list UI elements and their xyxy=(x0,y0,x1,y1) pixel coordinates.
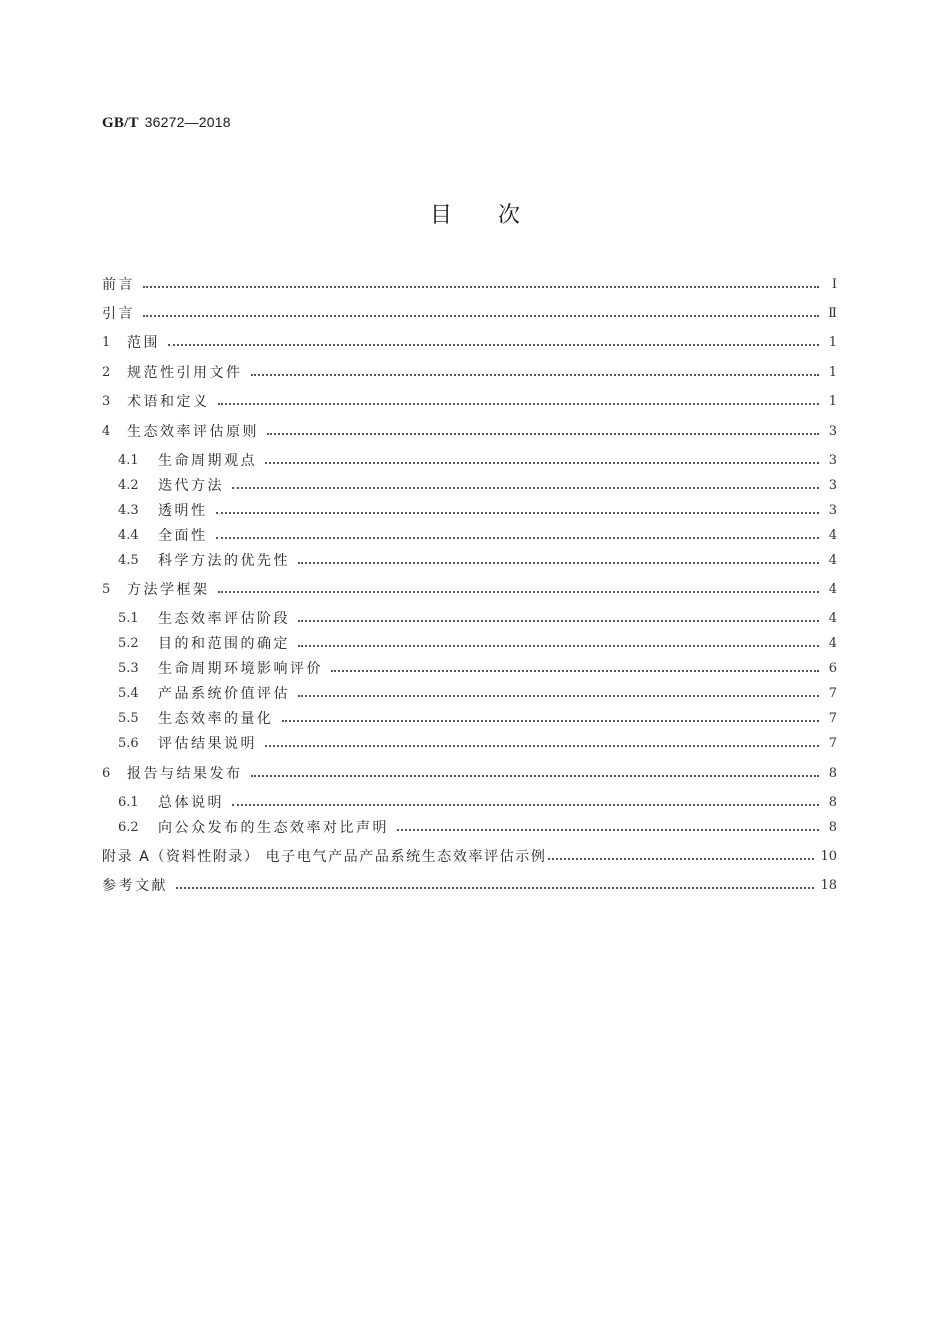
dot-leader xyxy=(265,460,819,464)
dot-leader xyxy=(218,589,820,593)
dot-leader xyxy=(548,856,814,860)
toc-title-char-2: 次 xyxy=(498,203,521,228)
toc-entry-6-2[interactable] xyxy=(118,816,837,838)
entry-label: 目的和范围的确定 xyxy=(158,636,290,652)
entry-label: 科学方法的优先性 xyxy=(158,553,290,569)
entry-page: Ⅱ xyxy=(828,305,837,321)
entry-number: 4 xyxy=(102,423,111,439)
entry-number: 5.5 xyxy=(118,710,139,726)
dot-leader xyxy=(216,535,820,539)
entry-label: 报告与结果发布 xyxy=(127,766,243,782)
dot-leader xyxy=(298,618,819,622)
entry-number: 2 xyxy=(102,364,111,380)
entry-number: 4.3 xyxy=(118,502,139,518)
entry-label: 范围 xyxy=(127,335,160,351)
entry-page: 3 xyxy=(828,452,837,468)
entry-page: 1 xyxy=(828,393,837,409)
toc-entry-introduction[interactable] xyxy=(102,302,837,324)
toc-entry-4-5[interactable] xyxy=(118,549,837,571)
entry-page: 3 xyxy=(828,502,837,518)
dot-leader xyxy=(251,773,820,777)
entry-label: 迭代方法 xyxy=(158,478,224,494)
entry-page: 3 xyxy=(828,423,837,439)
entry-page: 8 xyxy=(828,765,837,781)
entry-page: 4 xyxy=(828,552,837,568)
toc-entry-4-1[interactable] xyxy=(118,449,837,471)
entry-label: 前言 xyxy=(102,277,135,293)
entry-label: 全面性 xyxy=(158,528,208,544)
entry-number: 1 xyxy=(102,334,111,350)
entry-number: 6.2 xyxy=(118,819,139,835)
entry-number: 5.1 xyxy=(118,610,139,626)
entry-label: 引言 xyxy=(102,306,135,322)
entry-page: 7 xyxy=(828,710,837,726)
dot-leader xyxy=(298,693,819,697)
dot-leader xyxy=(298,643,819,647)
entry-number: 5.3 xyxy=(118,660,139,676)
toc-entry-5-5[interactable] xyxy=(118,707,837,729)
toc-entry-4-4[interactable] xyxy=(118,524,837,546)
dot-leader xyxy=(267,431,819,435)
entry-number: 5.6 xyxy=(118,735,139,751)
entry-page: 18 xyxy=(820,877,837,893)
toc-entry-1[interactable] xyxy=(102,331,837,353)
dot-leader xyxy=(168,342,819,346)
toc-entry-5-4[interactable] xyxy=(118,682,837,704)
entry-label: 产品系统价值评估 xyxy=(158,686,290,702)
entry-page: 1 xyxy=(828,364,837,380)
toc-entry-5-6[interactable] xyxy=(118,732,837,754)
dot-leader xyxy=(298,560,819,564)
toc-title xyxy=(0,198,950,229)
entry-label: 总体说明 xyxy=(158,795,224,811)
dot-leader xyxy=(143,313,819,317)
entry-page: 3 xyxy=(828,477,837,493)
entry-label: 透明性 xyxy=(158,503,208,519)
toc-entry-5[interactable] xyxy=(102,578,837,600)
entry-label: 生命周期环境影响评价 xyxy=(158,661,323,677)
entry-label: 评估结果说明 xyxy=(158,736,257,752)
entry-number: 6.1 xyxy=(118,794,139,810)
dot-leader xyxy=(232,485,819,489)
entry-number: 5.2 xyxy=(118,635,139,651)
toc-entry-3[interactable] xyxy=(102,390,837,412)
entry-label: 生态效率的量化 xyxy=(158,711,274,727)
entry-page: 10 xyxy=(820,848,837,864)
entry-number: 4.4 xyxy=(118,527,139,543)
dot-leader xyxy=(176,885,814,889)
entry-page: 4 xyxy=(828,610,837,626)
toc-entry-appendix-a[interactable] xyxy=(102,845,837,867)
standard-code: GB/T xyxy=(102,115,139,131)
dot-leader xyxy=(216,510,820,514)
standard-header xyxy=(102,114,231,132)
toc-entry-foreword[interactable] xyxy=(102,273,837,295)
entry-number: 5.4 xyxy=(118,685,139,701)
entry-page: 4 xyxy=(828,581,837,597)
entry-label: 生态效率评估阶段 xyxy=(158,611,290,627)
dot-leader xyxy=(282,718,820,722)
entry-page: Ⅰ xyxy=(831,276,837,292)
toc-entry-6[interactable] xyxy=(102,762,837,784)
dot-leader xyxy=(265,743,819,747)
toc-title-char-1: 目 xyxy=(429,203,452,228)
toc-entry-6-1[interactable] xyxy=(118,791,837,813)
entry-number: 4.1 xyxy=(118,452,139,468)
entry-page: 1 xyxy=(828,334,837,350)
entry-page: 7 xyxy=(828,735,837,751)
entry-label: 生命周期观点 xyxy=(158,453,257,469)
entry-number: 6 xyxy=(102,765,111,781)
dot-leader xyxy=(143,284,819,288)
toc-entry-4-3[interactable] xyxy=(118,499,837,521)
toc-entry-4[interactable] xyxy=(102,420,837,442)
entry-page: 7 xyxy=(828,685,837,701)
entry-page: 4 xyxy=(828,527,837,543)
entry-label: 附录 A（资料性附录） 电子电气产品产品系统生态效率评估示例 xyxy=(102,849,547,865)
entry-page: 6 xyxy=(828,660,837,676)
toc-entry-5-1[interactable] xyxy=(118,607,837,629)
entry-page: 8 xyxy=(828,819,837,835)
dot-leader xyxy=(232,802,819,806)
entry-label: 向公众发布的生态效率对比声明 xyxy=(158,820,389,836)
entry-label: 生态效率评估原则 xyxy=(127,424,259,440)
dot-leader xyxy=(218,401,820,405)
toc-entry-references[interactable] xyxy=(102,874,837,896)
entry-number: 3 xyxy=(102,393,111,409)
toc-entry-5-3[interactable] xyxy=(118,657,837,679)
toc-entry-5-2[interactable] xyxy=(118,632,837,654)
standard-number: 36272—2018 xyxy=(144,114,231,130)
toc-entry-4-2[interactable] xyxy=(118,474,837,496)
entry-label: 方法学框架 xyxy=(127,582,210,598)
toc-entry-2[interactable] xyxy=(102,361,837,383)
dot-leader xyxy=(397,827,819,831)
entry-number: 5 xyxy=(102,581,111,597)
entry-page: 4 xyxy=(828,635,837,651)
entry-label: 术语和定义 xyxy=(127,394,210,410)
dot-leader xyxy=(251,372,820,376)
entry-number: 4.2 xyxy=(118,477,139,493)
entry-number: 4.5 xyxy=(118,552,139,568)
entry-page: 8 xyxy=(828,794,837,810)
entry-label: 规范性引用文件 xyxy=(127,365,243,381)
dot-leader xyxy=(331,668,819,672)
entry-label: 参考文献 xyxy=(102,878,168,894)
